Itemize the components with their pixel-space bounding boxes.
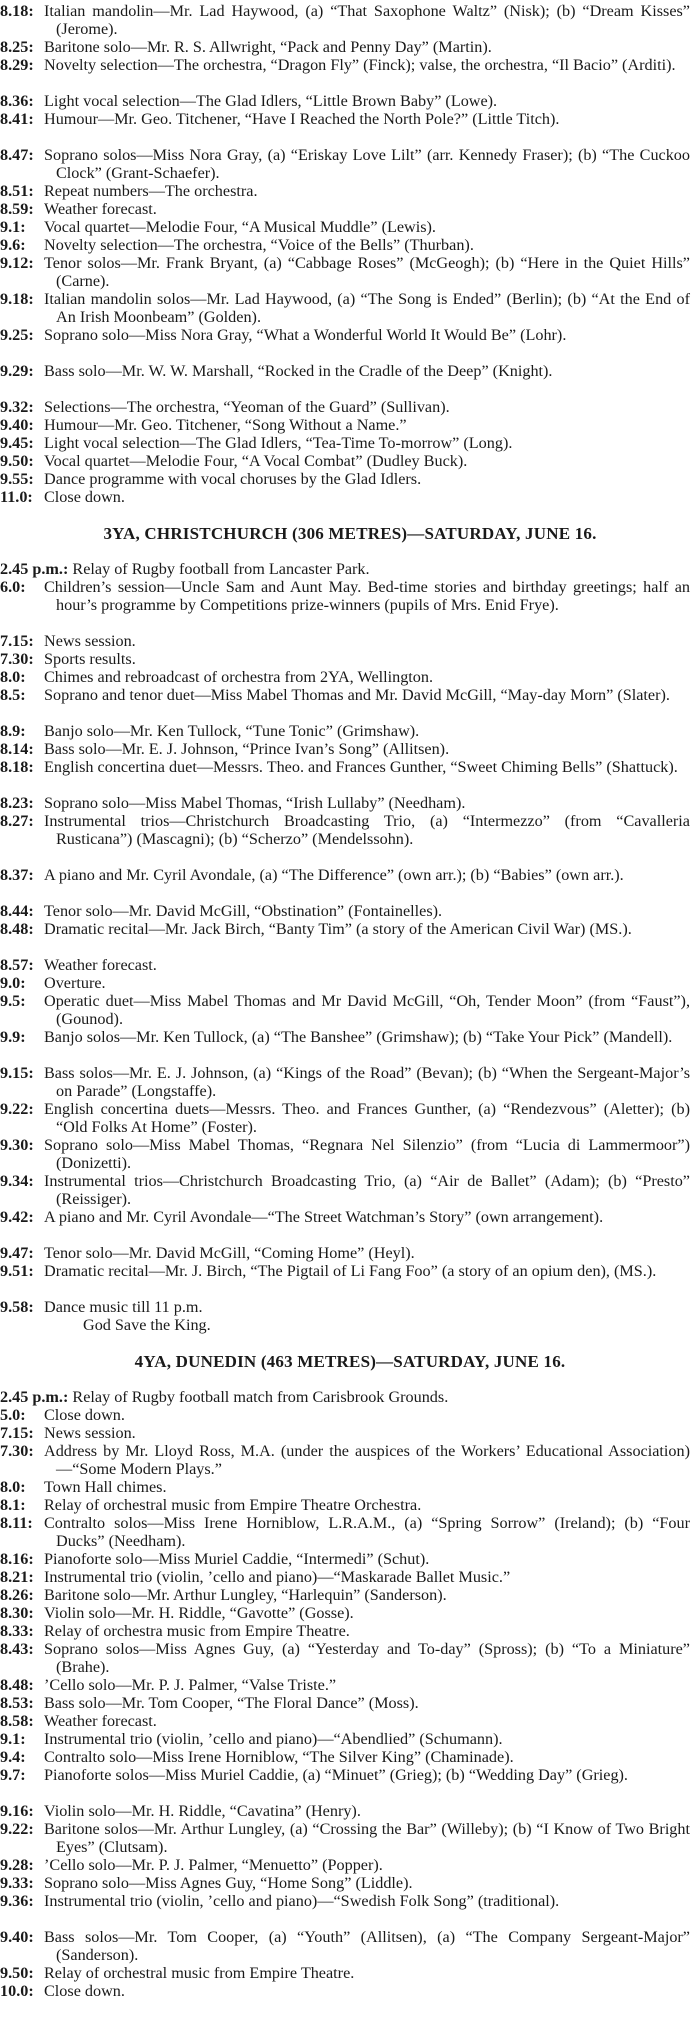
entry-text: Relay of orchestra music from Empire Theatre. <box>44 1622 350 1640</box>
entry-text: Dance music till 11 p.m. <box>44 1298 203 1316</box>
program-entry <box>0 2 690 38</box>
entry-time: 8.57: <box>0 956 34 974</box>
entry-text: Banjo solo—Mr. Ken Tullock, “Tune Tonic” (Grimshaw). <box>44 722 420 740</box>
program-entry <box>0 812 690 848</box>
entry-time: 8.53: <box>0 1694 34 1712</box>
entry-time: 9.9: <box>0 1028 26 1046</box>
entry-time: 8.5: <box>0 686 26 704</box>
program-entry <box>0 956 690 974</box>
entry-text: Weather forecast. <box>44 200 157 218</box>
program-entry <box>0 920 690 938</box>
program-entry <box>0 200 690 218</box>
program-entry <box>0 1982 690 2000</box>
program-entry <box>0 434 690 452</box>
entry-text: Contralto solo—Miss Irene Horniblow, “The Silver King” (Chaminade). <box>44 1748 514 1766</box>
entry-time: 7.15: <box>0 632 34 650</box>
entry-time: 8.11: <box>0 1514 33 1532</box>
entry-text: Weather forecast. <box>44 956 157 974</box>
entry-time: 8.51: <box>0 182 34 200</box>
entry-time: 8.23: <box>0 794 34 812</box>
entry-text: Address by Mr. Lloyd Ross, M.A. (under the auspices of the Workers’ Educational Association)—“Some Modern Plays.” <box>44 1442 690 1478</box>
program-entry <box>0 146 690 182</box>
entry-time: 9.7: <box>0 1766 26 1784</box>
entry-text: Soprano solo—Miss Mabel Thomas, “Irish Lullaby” (Needham). <box>44 794 466 812</box>
entry-text: Relay of orchestral music from Empire Theatre. <box>44 1964 355 1982</box>
entry-text: Close down. <box>44 488 125 506</box>
program-entry <box>0 758 690 776</box>
entry-time: 6.0: <box>0 578 26 596</box>
program-entry <box>0 452 690 470</box>
entry-time: 9.15: <box>0 1064 34 1082</box>
program-entry <box>0 1766 690 1784</box>
entry-text: Dance programme with vocal choruses by the Glad Idlers. <box>44 470 422 488</box>
program-entry <box>0 1262 690 1280</box>
entry-time: 8.0: <box>0 1478 26 1496</box>
entry-time: 8.0: <box>0 668 26 686</box>
program-entry <box>0 362 690 380</box>
entry-text: Tenor solo—Mr. David McGill, “Obstination” (Fontainelles). <box>44 902 443 920</box>
entry-time: 8.36: <box>0 92 34 110</box>
program-entry <box>0 254 690 290</box>
entry-time: 8.30: <box>0 1604 34 1622</box>
entry-time: 9.30: <box>0 1136 34 1154</box>
entry-time: 9.18: <box>0 290 34 308</box>
entry-text: Soprano solos—Miss Agnes Guy, (a) “Yesterday and To-day” (Spross); (b) “To a Miniature” (Brahe). <box>44 1640 690 1676</box>
entry-text: Relay of Rugby football match from Carisbrook Grounds. <box>72 1388 449 1406</box>
entry-time: 9.36: <box>0 1892 34 1910</box>
program-entry <box>0 1892 690 1910</box>
program-entry <box>0 92 690 110</box>
program-entry <box>0 1028 690 1046</box>
entry-time: 9.4: <box>0 1748 26 1766</box>
entry-text: Violin solo—Mr. H. Riddle, “Cavatina” (Henry). <box>44 1802 361 1820</box>
program-entry <box>0 974 690 992</box>
program-entry <box>0 1514 690 1550</box>
entry-time: 8.16: <box>0 1550 34 1568</box>
program-entry <box>0 290 690 326</box>
program-entry <box>0 56 690 74</box>
entry-time: 8.1: <box>0 1496 26 1514</box>
entry-text: Light vocal selection—The Glad Idlers, “Tea-Time To-morrow” (Long). <box>44 434 513 452</box>
program-entry <box>0 1730 690 1748</box>
entry-time: 8.58: <box>0 1712 34 1730</box>
entry-time: 8.26: <box>0 1586 34 1604</box>
entry-text: Italian mandolin—Mr. Lad Haywood, (a) “That Saxophone Waltz” (Nisk); (b) “Dream Kisses” (Jerome). <box>44 2 690 38</box>
entry-text: Bass solo—Mr. E. J. Johnson, “Prince Ivan’s Song” (Allitsen). <box>44 740 450 758</box>
entry-time: 9.25: <box>0 326 34 344</box>
entry-text: Soprano solo—Miss Agnes Guy, “Home Song” (Liddle). <box>44 1874 413 1892</box>
entry-text: Soprano solos—Miss Nora Gray, (a) “Eriskay Love Lilt” (arr. Kennedy Fraser); (b) “The Cuckoo Clock” (Grant-Schaefer). <box>44 146 690 182</box>
entry-time: 8.59: <box>0 200 34 218</box>
entry-time: 9.50: <box>0 452 34 470</box>
entry-time: 5.0: <box>0 1406 26 1424</box>
entry-text: Chimes and rebroadcast of orchestra from 2YA, Wellington. <box>44 668 434 686</box>
entry-text: Selections—The orchestra, “Yeoman of the Guard” (Sullivan). <box>44 398 450 416</box>
entry-text: Repeat numbers—The orchestra. <box>44 182 258 200</box>
entry-time: 8.18: <box>0 758 34 776</box>
entry-text: Close down. <box>44 1406 125 1424</box>
entry-time: 7.15: <box>0 1424 34 1442</box>
program-entry <box>0 38 690 56</box>
program-entry <box>0 578 690 614</box>
entry-time: 8.21: <box>0 1568 34 1586</box>
entry-text: Soprano and tenor duet—Miss Mabel Thomas and Mr. David McGill, “May-day Morn” (Slater). <box>44 686 670 704</box>
entry-text: Light vocal selection—The Glad Idlers, “Little Brown Baby” (Lowe). <box>44 92 498 110</box>
entry-text: Relay of Rugby football from Lancaster Park. <box>72 560 370 578</box>
entry-text: Bass solos—Mr. E. J. Johnson, (a) “Kings of the Road” (Bevan); (b) “When the Sergeant-Major’s on Parade” (Longstaffe). <box>44 1064 690 1100</box>
program-entry <box>0 1442 690 1478</box>
program-entry <box>0 902 690 920</box>
program-entry <box>0 1100 690 1136</box>
entry-text: Bass solos—Mr. Tom Cooper, (a) “Youth” (Allitsen), (a) “The Company Sergeant-Major” (Sanderson). <box>44 1928 690 1964</box>
program-entry <box>0 650 690 668</box>
program-entry <box>0 560 690 578</box>
program-entry <box>0 686 690 704</box>
entry-time: 9.58: <box>0 1298 34 1316</box>
entry-text: Instrumental trios—Christchurch Broadcasting Trio, (a) “Intermezzo” (from “Cavalleria Rusticana”) (Mascagni); (b) “Scherzo” (Mendelssohn). <box>44 812 690 848</box>
entry-text: Baritone solo—Mr. R. S. Allwright, “Pack and Penny Day” (Martin). <box>44 38 492 56</box>
entry-time: 9.47: <box>0 1244 34 1262</box>
entry-text: Weather forecast. <box>44 1712 157 1730</box>
closing-note: God Save the King. <box>83 1316 211 1334</box>
program-entry <box>0 1928 690 1964</box>
program-entry <box>0 668 690 686</box>
entry-time: 11.0: <box>0 488 33 506</box>
entry-text: Violin solo—Mr. H. Riddle, “Gavotte” (Gosse). <box>44 1604 354 1622</box>
entry-text: Relay of orchestral music from Empire Theatre Orchestra. <box>44 1496 422 1514</box>
entry-time: 8.18: <box>0 2 34 20</box>
entry-text: Soprano solo—Miss Nora Gray, “What a Wonderful World It Would Be” (Lohr). <box>44 326 567 344</box>
entry-text: Italian mandolin solos—Mr. Lad Haywood, (a) “The Song is Ended” (Berlin); (b) “At the End of An Irish Moonbeam” (Golden). <box>44 290 690 326</box>
entry-text: Contralto solos—Miss Irene Horniblow, L.R.A.M., (a) “Spring Sorrow” (Ireland); (b) “Four Ducks” (Needham). <box>44 1514 690 1550</box>
entry-time: 7.30: <box>0 650 34 668</box>
entry-time: 8.29: <box>0 56 34 74</box>
program-entry <box>0 632 690 650</box>
program-entry <box>0 1622 690 1640</box>
program-entry <box>0 1874 690 1892</box>
program-entry <box>0 1568 690 1586</box>
program-entry <box>0 1064 690 1100</box>
program-entry <box>0 1244 690 1262</box>
program-entry <box>0 1298 690 1316</box>
program-entry <box>0 1964 690 1982</box>
entry-time: 9.1: <box>0 218 26 236</box>
program-entry <box>0 1604 690 1622</box>
program-entry <box>0 866 690 884</box>
program-entry <box>0 1712 690 1730</box>
entry-time: 9.42: <box>0 1208 34 1226</box>
program-entry <box>0 398 690 416</box>
entry-text: Instrumental trio (violin, ’cello and piano)—“Maskarade Ballet Music.” <box>44 1568 511 1586</box>
program-entry <box>0 110 690 128</box>
entry-time: 9.28: <box>0 1856 34 1874</box>
entry-text: News session. <box>44 632 136 650</box>
entry-text: Humour—Mr. Geo. Titchener, “Song Without a Name.” <box>44 416 407 434</box>
program-entry <box>0 740 690 758</box>
entry-text: Bass solo—Mr. W. W. Marshall, “Rocked in the Cradle of the Deep” (Knight). <box>44 362 553 380</box>
program-entry <box>0 1172 690 1208</box>
entry-time: 9.6: <box>0 236 26 254</box>
entry-time: 9.45: <box>0 434 34 452</box>
entry-text: Close down. <box>44 1982 125 2000</box>
entry-time: 8.48: <box>0 920 34 938</box>
program-entry <box>0 218 690 236</box>
entry-time: 9.32: <box>0 398 34 416</box>
entry-text: Instrumental trios—Christchurch Broadcasting Trio, (a) “Air de Ballet” (Adam); (b) “Presto” (Reissiger). <box>44 1172 690 1208</box>
entry-text: English concertina duet—Messrs. Theo. and Frances Gunther, “Sweet Chiming Bells” (Shattuck). <box>44 758 678 776</box>
entry-time: 8.47: <box>0 146 34 164</box>
entry-time: 9.1: <box>0 1730 26 1748</box>
entry-time: 9.40: <box>0 1928 34 1946</box>
entry-text: Overture. <box>44 974 106 992</box>
entry-time: 9.12: <box>0 254 34 272</box>
entry-text: Operatic duet—Miss Mabel Thomas and Mr David McGill, “Oh, Tender Moon” (from “Faust”), (Gounod). <box>44 992 690 1028</box>
entry-text: Instrumental trio (violin, ’cello and piano)—“Abendlied” (Schumann). <box>44 1730 503 1748</box>
program-entry <box>0 326 690 344</box>
entry-time: 8.33: <box>0 1622 34 1640</box>
entry-text: Tenor solo—Mr. David McGill, “Coming Home” (Heyl). <box>44 1244 415 1262</box>
program-entry <box>0 794 690 812</box>
entry-time: 8.44: <box>0 902 34 920</box>
entry-time: 9.0: <box>0 974 26 992</box>
entry-text: A piano and Mr. Cyril Avondale, (a) “The Difference” (own arr.); (b) “Babies” (own arr.). <box>44 866 624 884</box>
entry-text: Vocal quartet—Melodie Four, “A Musical Muddle” (Lewis). <box>44 218 436 236</box>
program-entry <box>0 1856 690 1874</box>
program-entry <box>0 1136 690 1172</box>
program-entry <box>0 1820 690 1856</box>
entry-time: 8.37: <box>0 866 34 884</box>
entry-time: 10.0: <box>0 1982 34 2000</box>
entry-time: 9.40: <box>0 416 34 434</box>
entry-time: 8.14: <box>0 740 34 758</box>
program-entry <box>0 416 690 434</box>
entry-time: 9.16: <box>0 1802 34 1820</box>
program-entry <box>0 1676 690 1694</box>
entry-time: 9.55: <box>0 470 34 488</box>
program-entry <box>0 1550 690 1568</box>
entry-time: 9.22: <box>0 1820 34 1838</box>
entry-text: Sports results. <box>44 650 136 668</box>
program-entry <box>0 1478 690 1496</box>
entry-text: Vocal quartet—Melodie Four, “A Vocal Combat” (Dudley Buck). <box>44 452 468 470</box>
entry-text: News session. <box>44 1424 136 1442</box>
program-entry <box>0 470 690 488</box>
entry-text: ’Cello solo—Mr. P. J. Palmer, “Menuetto” (Popper). <box>44 1856 383 1874</box>
program-entry <box>0 1640 690 1676</box>
section-heading: 3YA, CHRISTCHURCH (306 METRES)—SATURDAY, JUNE 16. <box>103 524 597 543</box>
entry-text: Novelty selection—The orchestra, “Dragon Fly” (Finck); valse, the orchestra, “Il Bacio” (Arditi). <box>44 56 676 74</box>
entry-text: Town Hall chimes. <box>44 1478 167 1496</box>
entry-text: Dramatic recital—Mr. J. Birch, “The Pigtail of Li Fang Foo” (a story of an opium den), (MS.). <box>44 1262 657 1280</box>
entry-text: Children’s session—Uncle Sam and Aunt May. Bed-time stories and birthday greetings; half an hour’s programme by Competitions prize-winners (pupils of Mrs. Enid Frye). <box>44 578 690 614</box>
entry-time: 9.51: <box>0 1262 34 1280</box>
entry-text: Tenor solos—Mr. Frank Bryant, (a) “Cabbage Roses” (McGeogh); (b) “Here in the Quiet Hills” (Carne). <box>44 254 690 290</box>
entry-time: 8.48: <box>0 1676 34 1694</box>
entry-text: Humour—Mr. Geo. Titchener, “Have I Reached the North Pole?” (Little Titch). <box>44 110 560 128</box>
program-entry <box>0 488 690 506</box>
entry-time: 7.30: <box>0 1442 34 1460</box>
program-entry <box>0 1208 690 1226</box>
entry-text: Bass solo—Mr. Tom Cooper, “The Floral Dance” (Moss). <box>44 1694 419 1712</box>
program-entry <box>0 1406 690 1424</box>
program-entry <box>0 1694 690 1712</box>
entry-time: 8.27: <box>0 812 34 830</box>
entry-text: English concertina duets—Messrs. Theo. and Frances Gunther, (a) “Rendezvous” (Aletter); (b) “Old Folks At Home” (Foster). <box>44 1100 690 1136</box>
entry-time: 9.50: <box>0 1964 34 1982</box>
program-entry <box>0 1424 690 1442</box>
entry-text: Pianoforte solos—Miss Muriel Caddie, (a) “Minuet” (Grieg); (b) “Wedding Day” (Grieg). <box>44 1766 628 1784</box>
entry-text: Dramatic recital—Mr. Jack Birch, “Banty Tim” (a story of the American Civil War) (MS.). <box>44 920 632 938</box>
entry-text: A piano and Mr. Cyril Avondale—“The Street Watchman’s Story” (own arrangement). <box>44 1208 604 1226</box>
entry-time: 9.33: <box>0 1874 34 1892</box>
program-entry <box>0 1496 690 1514</box>
program-entry <box>0 722 690 740</box>
program-entry <box>0 1586 690 1604</box>
entry-time: 9.5: <box>0 992 26 1010</box>
entry-time: 2.45 p.m.: <box>0 560 69 578</box>
program-entry <box>0 236 690 254</box>
program-entry <box>0 1802 690 1820</box>
entry-time: 9.29: <box>0 362 34 380</box>
section-heading: 4YA, DUNEDIN (463 METRES)—SATURDAY, JUNE 16. <box>134 1352 566 1371</box>
program-entry <box>0 992 690 1028</box>
entry-text: Banjo solos—Mr. Ken Tullock, (a) “The Banshee” (Grimshaw); (b) “Take Your Pick” (Mandell). <box>44 1028 673 1046</box>
entry-text: ’Cello solo—Mr. P. J. Palmer, “Valse Triste.” <box>44 1676 337 1694</box>
entry-text: Soprano solo—Miss Mabel Thomas, “Regnara Nel Silenzio” (from “Lucia di Lammermoor”) (Donizetti). <box>44 1136 690 1172</box>
entry-time: 9.34: <box>0 1172 34 1190</box>
entry-time: 8.41: <box>0 110 34 128</box>
entry-text: Pianoforte solo—Miss Muriel Caddie, “Intermedi” (Schut). <box>44 1550 430 1568</box>
entry-time: 9.22: <box>0 1100 34 1118</box>
program-entry <box>0 182 690 200</box>
entry-text: Novelty selection—The orchestra, “Voice of the Bells” (Thurban). <box>44 236 474 254</box>
program-entry <box>0 1388 690 1406</box>
entry-time: 2.45 p.m.: <box>0 1388 69 1406</box>
entry-text: Baritone solo—Mr. Arthur Lungley, “Harlequin” (Sanderson). <box>44 1586 447 1604</box>
entry-text: Instrumental trio (violin, ’cello and piano)—“Swedish Folk Song” (traditional). <box>44 1892 560 1910</box>
program-entry <box>0 1748 690 1766</box>
entry-text: Baritone solos—Mr. Arthur Lungley, (a) “Crossing the Bar” (Willeby); (b) “I Know of Two Bright Eyes” (Clutsam). <box>44 1820 690 1856</box>
entry-time: 8.43: <box>0 1640 34 1658</box>
entry-time: 8.9: <box>0 722 26 740</box>
entry-time: 8.25: <box>0 38 34 56</box>
